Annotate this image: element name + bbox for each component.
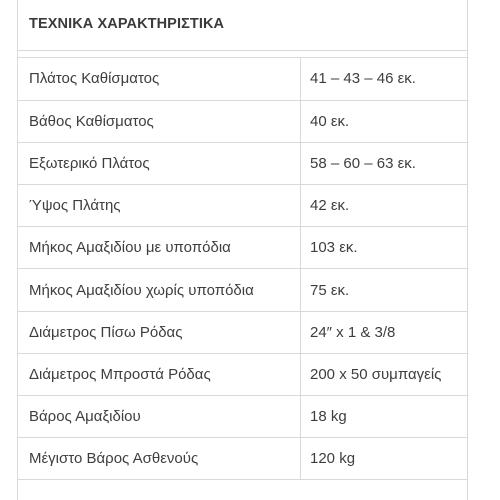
spec-value: 18 kg <box>301 396 468 438</box>
spec-label: Βάθος Καθίσματος <box>18 100 301 142</box>
section-title: ΤΕΧΝΙΚΑ ΧΑΡΑΚΤΗΡΙΣΤΙΚΑ <box>29 16 225 32</box>
spec-value: 58 – 60 – 63 εκ. <box>301 142 468 184</box>
spec-value: 103 εκ. <box>301 227 468 269</box>
spec-value: 40 εκ. <box>301 100 468 142</box>
specs-panel <box>17 0 468 500</box>
table-row <box>18 227 468 269</box>
table-row <box>18 396 468 438</box>
spec-label: Πλάτος Καθίσματος <box>18 58 301 100</box>
spec-value: 41 – 43 – 46 εκ. <box>301 58 468 100</box>
spec-label: Εξωτερικό Πλάτος <box>18 142 301 184</box>
divider <box>18 50 467 58</box>
spec-value: 24″ x 1 & 3/8 <box>301 311 468 353</box>
spec-label: Διάμετρος Μπροστά Ρόδας <box>18 353 301 395</box>
specs-table <box>17 58 468 480</box>
spec-value: 42 εκ. <box>301 185 468 227</box>
spec-label: Μήκος Αμαξιδίου με υποπόδια <box>18 227 301 269</box>
table-row <box>18 58 468 100</box>
table-row <box>18 142 468 184</box>
table-row <box>18 185 468 227</box>
table-row <box>18 438 468 480</box>
spec-label: Μήκος Αμαξιδίου χωρίς υποπόδια <box>18 269 301 311</box>
spec-label: Βάρος Αμαξιδίου <box>18 396 301 438</box>
spec-value: 75 εκ. <box>301 269 468 311</box>
table-row <box>18 100 468 142</box>
spec-label: Μέγιστο Βάρος Ασθενούς <box>18 438 301 480</box>
spec-value: 120 kg <box>301 438 468 480</box>
spec-label: Διάμετρος Πίσω Ρόδας <box>18 311 301 353</box>
table-row <box>18 269 468 311</box>
spec-label: Ύψος Πλάτης <box>18 185 301 227</box>
table-row <box>18 353 468 395</box>
spec-value: 200 x 50 συμπαγείς <box>301 353 468 395</box>
table-row <box>18 311 468 353</box>
